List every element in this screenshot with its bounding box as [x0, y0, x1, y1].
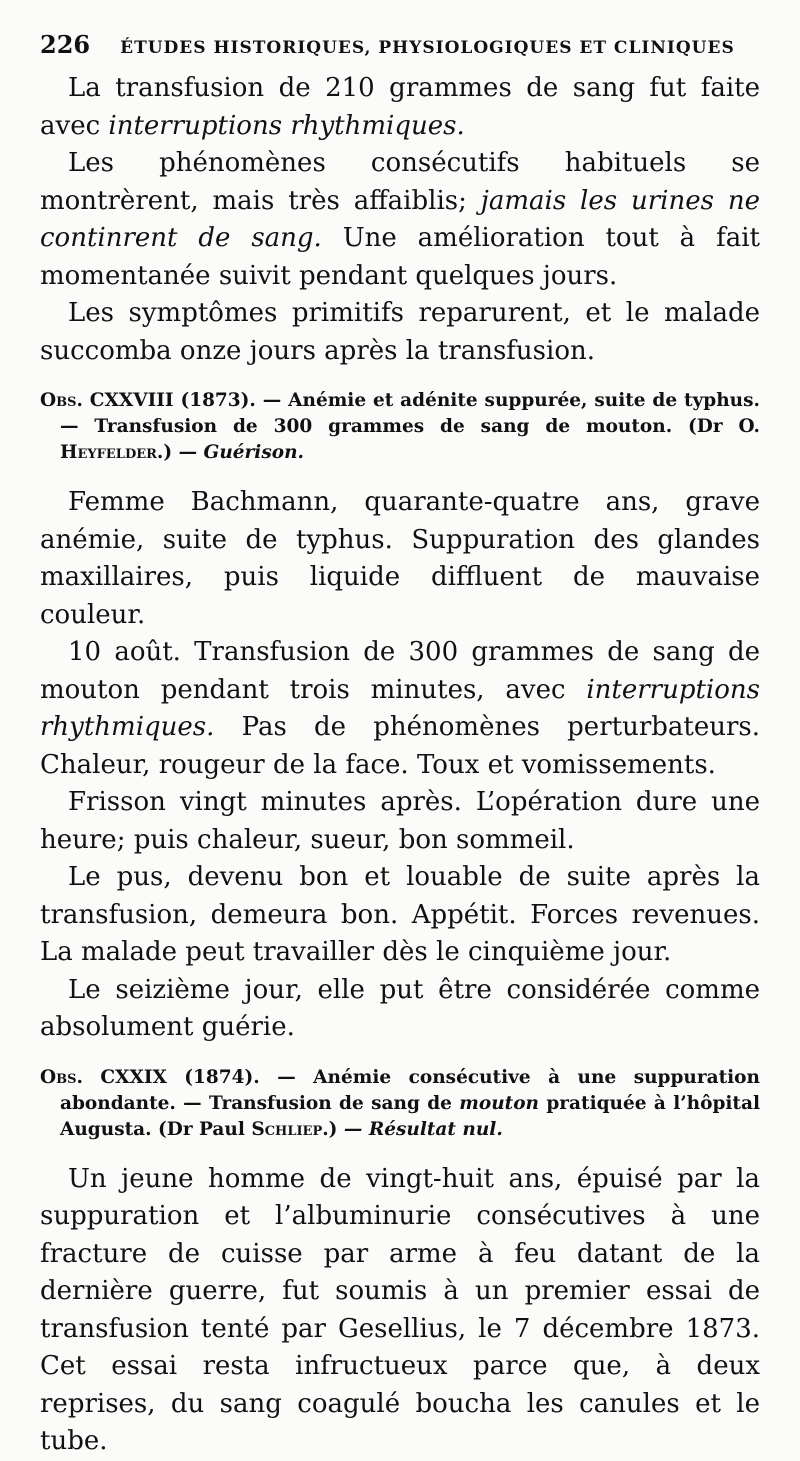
observation-129-heading: Obs. CXXIX (1874). — Anémie consécutive à une suppuration abondante. — Transfusion de sang de mouton pratiquée à l’hôpital Augusta. (Dr Paul Schliep.) — Résultat nul. [40, 1066, 760, 1140]
paragraph-sixteenth-day: Le seizième jour, elle put être considérée comme absolument guérie. [40, 974, 760, 1042]
paragraph-young-man: Un jeune homme de vingt-huit ans, épuisé par la suppuration et l’albuminurie consécutives à une fracture de cuisse par arme à feu datant de la dernière guerre, fut soumis à un premier essai de transfusion tenté par Gesellius, le 7 décembre 1873. Cet essai resta infructueux parce que, à deux reprises, du sang coagulé boucha les canules et le tube. [40, 1163, 760, 1456]
paragraph-transfusion-210: La transfusion de 210 grammes de sang fut faite avec interruptions rhythmiques. [40, 73, 760, 141]
paragraph-symptoms-returned: Les symptômes primitifs reparurent, et le malade succomba onze jours après la transfusion. [40, 298, 760, 366]
paragraph-bachmann: Femme Bachmann, quarante-quatre ans, grave anémie, suite de typhus. Suppuration des glandes maxillaires, puis liquide diffluent de mauvaise couleur. [40, 487, 760, 630]
paragraph-chills: Frisson vingt minutes après. L’opération dure une heure; puis chaleur, sueur, bon sommeil. [40, 787, 760, 855]
paragraph-pus: Le pus, devenu bon et louable de suite après la transfusion, demeura bon. Appétit. Forces revenues. La malade peut travailler dès le cinquième jour. [40, 862, 760, 967]
paragraph-consecutive-phenomena: Les phénomènes consécutifs habituels se montrèrent, mais très affaiblis; jamais les urines ne continrent de sang. Une amélioration tout à fait momentanée suivit pendant quelques jours. [40, 148, 760, 291]
running-head [40, 30, 760, 70]
header-title: ÉTUDES HISTORIQUES, PHYSIOLOGIQUES ET CLINIQUES [120, 38, 735, 58]
paragraph-august-10: 10 août. Transfusion de 300 grammes de sang de mouton pendant trois minutes, avec interruptions rhythmiques. Pas de phénomènes perturbateurs. Chaleur, rougeur de la face. Toux et vomissements. [40, 637, 761, 780]
page-number: 226 [40, 30, 91, 59]
observation-128-heading: Obs. CXXVIII (1873). — Anémie et adénite suppurée, suite de typhus. — Transfusion de 300 grammes de sang de mouton. (Dr O. Heyfelder.) — Guérison. [40, 390, 760, 463]
